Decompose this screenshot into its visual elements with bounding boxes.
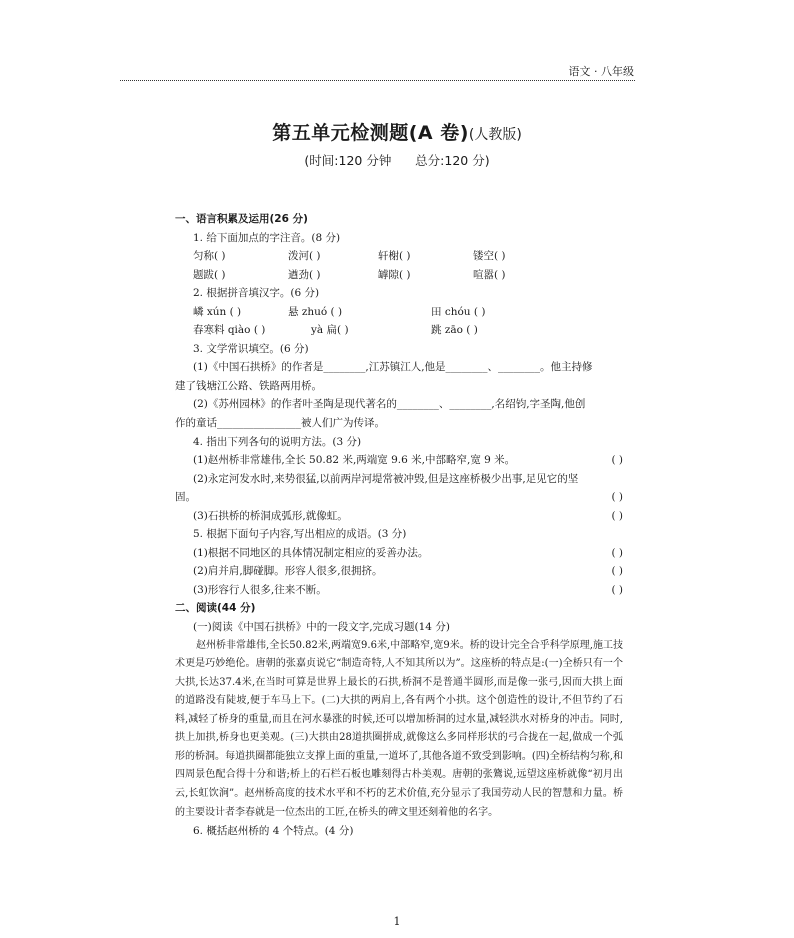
question-item — [175, 544, 623, 563]
item-text: (1)赵州桥非常雄伟,全长 50.82 米,两端宽 9.6 米,中部略窄,宽 9 米。 — [193, 454, 516, 467]
pinyin-cell: 泼河( ) — [288, 250, 321, 263]
hanzi-row — [175, 303, 623, 322]
item-text: (2)肩并肩,脚碰脚。形容人很多,很拥挤。 — [193, 565, 383, 578]
pinyin-row — [175, 266, 623, 285]
question-item-cont — [175, 488, 623, 507]
exam-content — [175, 210, 623, 841]
hanzi-row — [175, 321, 623, 340]
question-prompt: 4. 指出下列各句的说明方法。(3 分) — [193, 435, 362, 448]
reading-title: (一)阅读《中国石拱桥》中的一段文字,完成习题(14 分) — [193, 621, 450, 634]
answer-blank: ( ) — [611, 454, 623, 467]
hanzi-cell: yà 扁( ) — [311, 324, 349, 337]
pinyin-cell: 匀称( ) — [193, 250, 226, 263]
question-line: 作的童话________________被人们广为传译。 — [175, 417, 385, 430]
hanzi-cell: 田 chóu ( ) — [431, 305, 486, 318]
pinyin-cell: 题跋( ) — [193, 268, 226, 281]
passage-paragraph: 赵州桥非常雄伟,全长50.82米,两端宽9.6米,中部略窄,宽9米。桥的设计完全合乎科学原理,施工技术更是巧妙绝伦。唐朝的张嘉贞说它“制造奇特,人不知其所以为”。这座桥的特点是:(一)全桥只有一个大拱,长达37.4米,在当时可算是世界上最长的石拱,桥洞不是普通半圆形,而是像一张弓,因而大拱上面的道路没有陡坡,便于车马上下。(二)大拱的两肩上,各有两个小拱。这个创造性的设计,不但节约了石料,减轻了桥身的重量,而且在河水暴涨的时候,还可以增加桥洞的过水量,减轻洪水对桥身的冲击。同时,拱上加拱,桥身也更美观。(三)大拱由28道拱圈拼成,就像这么多同样形状的弓合拢在一起,做成一个弧形的桥洞。每道拱圈都能独立支撑上面的重量,一道坏了,其他各道不致受到影响。(四)全桥结构匀称,和四周景色配合得十分和谐;桥上的石栏石板也雕刻得古朴美观。唐朝的张鷟说,远望这座桥就像“初月出云,长虹饮涧”。赵州桥高度的技术水平和不朽的艺术价值,充分显示了我国劳动人民的智慧和力量。桥的主要设计者李春就是一位杰出的工匠,在桥头的碑文里还刻着他的名字。 — [175, 639, 623, 818]
pinyin-cell: 镂空( ) — [473, 250, 506, 263]
reading-passage — [175, 637, 623, 822]
hanzi-cell: 跳 zāo ( ) — [431, 324, 478, 337]
title-suffix: (人教版) — [468, 127, 522, 143]
item-text: (1)根据不同地区的具体情况制定相应的妥善办法。 — [193, 546, 429, 559]
item-text: (3)石拱桥的桥洞成弧形,就像虹。 — [193, 509, 348, 522]
question-prompt: 3. 文学常识填空。(6 分) — [193, 342, 309, 355]
question-line: (1)《中国石拱桥》的作者是________,江苏镇江人,他是________、________。他主持修 — [193, 361, 593, 374]
question-line: 建了钱塘江公路、铁路两用桥。 — [175, 379, 322, 392]
section-heading-1: 一、语言积累及运用(26 分) — [175, 213, 308, 225]
answer-blank: ( ) — [611, 491, 623, 504]
answer-blank: ( ) — [611, 546, 623, 559]
question-prompt: 2. 根据拼音填汉字。(6 分) — [193, 287, 320, 300]
question-prompt: 5. 根据下面句子内容,写出相应的成语。(3 分) — [193, 528, 407, 541]
title-main: 第五单元检测题(A 卷) — [272, 122, 469, 144]
hanzi-cell: 悬 zhuó ( ) — [288, 305, 343, 318]
answer-blank: ( ) — [611, 509, 623, 522]
answer-blank: ( ) — [611, 565, 623, 578]
page-title — [0, 118, 794, 145]
question-item — [175, 451, 623, 470]
item-text: 固。 — [175, 491, 196, 504]
page-subtitle: (时间:120 分钟 总分:120 分) — [304, 153, 490, 168]
pinyin-cell: 轩榭( ) — [378, 250, 411, 263]
page-number: 1 — [393, 915, 401, 928]
pinyin-cell: 喧嚣( ) — [473, 268, 506, 281]
pinyin-row — [175, 247, 623, 266]
header-label: 语文 · 八年级 — [568, 65, 634, 78]
question-line: (2)《苏州园林》的作者叶圣陶是现代著名的________、________,名绍钧,字圣陶,他创 — [193, 398, 586, 411]
hanzi-cell: 嶙 xún ( ) — [193, 305, 242, 318]
pinyin-cell: 遒劲( ) — [288, 268, 321, 281]
pinyin-cell: 罅隙( ) — [378, 268, 411, 281]
header-rule — [120, 80, 635, 81]
question-prompt: 6. 概括赵州桥的 4 个特点。(4 分) — [193, 825, 354, 838]
item-text: (3)形容行人很多,往来不断。 — [193, 583, 327, 596]
section-heading-2: 二、阅读(44 分) — [175, 602, 256, 615]
question-prompt: 1. 给下面加点的字注音。(8 分) — [193, 231, 341, 244]
question-item — [175, 562, 623, 581]
question-item — [175, 507, 623, 526]
question-item: (2)永定河发水时,来势很猛,以前两岸河堤常被冲毁,但是这座桥极少出事,足见它的坚 — [193, 472, 579, 485]
answer-blank: ( ) — [611, 583, 623, 596]
question-item — [175, 581, 623, 600]
hanzi-cell: 春寒料 qiào ( ) — [193, 324, 266, 337]
